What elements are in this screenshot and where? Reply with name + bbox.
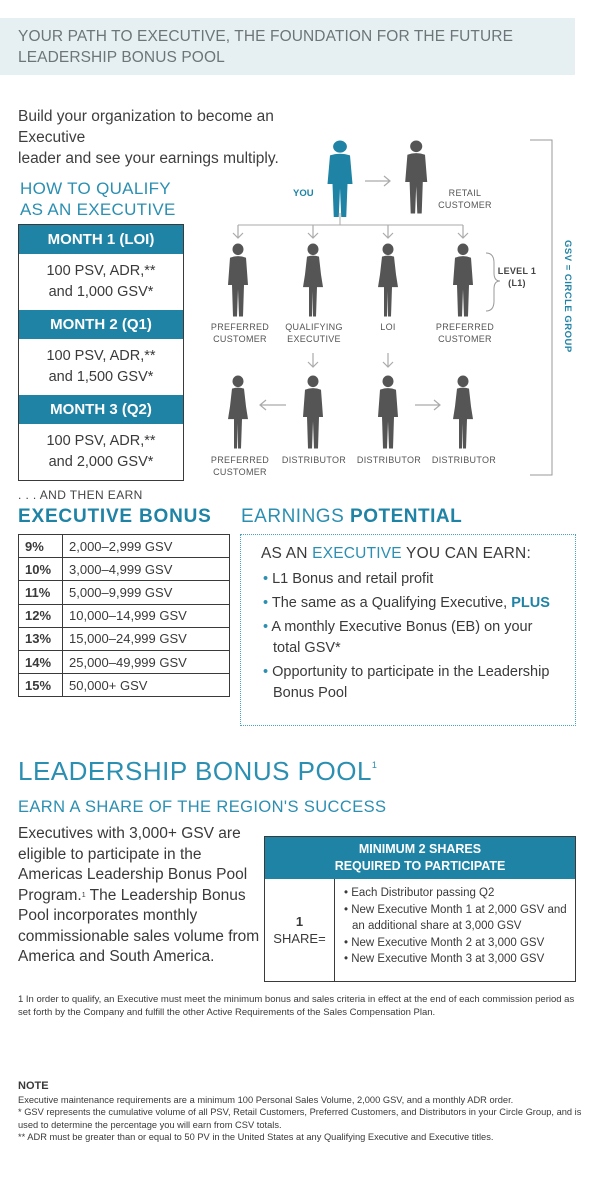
- loi-label: LOI: [380, 322, 396, 332]
- table-row: [19, 674, 230, 697]
- earnings-list: [261, 569, 561, 704]
- distributor-label-1: DISTRIBUTOR: [281, 455, 347, 465]
- preferred-customer-label-2: [428, 321, 502, 345]
- lbp-title-footnote-mark: 1: [371, 760, 378, 770]
- pref3-line-1: PREFERRED: [210, 455, 270, 465]
- earnings-subheading: [261, 545, 561, 563]
- organization-tree: [200, 135, 600, 485]
- bonus-percent: 14%: [19, 650, 63, 673]
- bonus-range: 50,000+ GSV: [63, 674, 230, 697]
- qualifying-executive-label: [278, 321, 350, 345]
- you-person-icon: [328, 141, 353, 217]
- bonus-percent: 12%: [19, 604, 63, 627]
- bonus-percent: 9%: [19, 535, 63, 558]
- share-label: SHARE=: [273, 931, 326, 946]
- qual-line-1: QUALIFYING: [285, 322, 343, 332]
- pref3-line-2: CUSTOMER: [213, 467, 267, 477]
- plus-emphasis: PLUS: [511, 595, 550, 611]
- retail-label-line-2: CUSTOMER: [438, 200, 492, 210]
- earnings-item2-text: The same as a Qualifying Executive,: [271, 595, 512, 611]
- level-1-line-2: (L1): [508, 278, 526, 288]
- tree-connectors: [200, 135, 600, 485]
- share-count: 1: [295, 914, 304, 929]
- month-3-requirements: [19, 424, 183, 480]
- pref1-line-2: CUSTOMER: [213, 334, 267, 344]
- earnings-heading-a: EARNINGS: [241, 506, 351, 527]
- earnings-heading-b: POTENTIAL: [350, 506, 463, 527]
- executive-bonus-heading: EXECUTIVE BONUS: [18, 506, 212, 527]
- bonus-percent: 10%: [19, 558, 63, 581]
- earnings-sub-b: EXECUTIVE: [312, 545, 402, 562]
- executive-bonus-table: [18, 534, 230, 697]
- bonus-percent: 15%: [19, 674, 63, 697]
- retail-customer-label: [425, 187, 505, 211]
- note-line-3: ** ADR must be greater than or equal to 50 PV in the United States at any Qualifying Executive and Executive titles.: [18, 1132, 494, 1143]
- then-earn-label: . . . AND THEN EARN: [18, 488, 143, 502]
- top-banner: [0, 18, 575, 75]
- bonus-range: 3,000–4,999 GSV: [63, 558, 230, 581]
- month-2-requirements: [19, 339, 183, 395]
- leadership-bonus-pool-title: [18, 756, 377, 787]
- month-1-header: MONTH 1 (LOI): [19, 225, 183, 254]
- qualify-months-box: [18, 224, 184, 481]
- leadership-bonus-pool-subtitle: EARN A SHARE OF THE REGION'S SUCCESS: [18, 798, 387, 816]
- month-3-line-1: 100 PSV, ADR,**: [46, 433, 156, 449]
- note-line-1: Executive maintenance requirements are a minimum 100 Personal Sales Volume, 2,000 GSV, and a monthly ADR order.: [18, 1095, 514, 1105]
- list-item: • A monthly Executive Bonus (EB) on your total GSV*: [261, 617, 561, 659]
- month-2-line-2: and 1,500 GSV*: [48, 369, 154, 385]
- earnings-sub-c: YOU CAN EARN:: [401, 545, 531, 562]
- footnote: 1 In order to qualify, an Executive must meet the minimum bonus and sales criteria in effect at the end of each commission period as set forth by the Company and fulfill the other Active Requirements of the Sales Compensation Plan.: [18, 994, 575, 1018]
- table-row: [19, 558, 230, 581]
- distributor-label-2: DISTRIBUTOR: [356, 455, 422, 465]
- level-1-label: [495, 265, 539, 289]
- bonus-percent: 11%: [19, 581, 63, 604]
- table-row: [19, 581, 230, 604]
- shares-header-line-2: REQUIRED TO PARTICIPATE: [334, 859, 506, 873]
- month-3-header: MONTH 3 (Q2): [19, 395, 183, 424]
- table-row: [19, 535, 230, 558]
- shares-box: [264, 836, 576, 982]
- pref2-line-2: CUSTOMER: [438, 334, 492, 344]
- month-3-line-2: and 2,000 GSV*: [48, 454, 154, 470]
- shares-header: [265, 837, 575, 879]
- note-line-2: * GSV represents the cumulative volume of all PSV, Retail Customers, Preferred Customers, and Distributors in your Circle Group, and is used to determine the percentage you will earn from CSV totals.: [18, 1107, 582, 1130]
- bonus-range: 25,000–49,999 GSV: [63, 650, 230, 673]
- bonus-range: 15,000–24,999 GSV: [63, 627, 230, 650]
- distributor-label-3: DISTRIBUTOR: [431, 455, 497, 465]
- intro-line-2: leader and see your earnings multiply.: [18, 150, 279, 167]
- earnings-potential-heading: [241, 506, 462, 528]
- list-item: • New Executive Month 3 at 3,000 GSV: [344, 953, 545, 965]
- earnings-potential-box: [240, 534, 576, 726]
- month-1-line-1: 100 PSV, ADR,**: [46, 263, 156, 279]
- list-item: [261, 593, 561, 614]
- qualify-heading-line-2: AS AN EXECUTIVE: [20, 200, 176, 219]
- month-2-line-1: 100 PSV, ADR,**: [46, 348, 156, 364]
- note-body: [18, 1094, 584, 1144]
- list-item: • Opportunity to participate in the Leadership Bonus Pool: [261, 662, 561, 704]
- qualify-heading: [20, 178, 176, 220]
- note-heading: NOTE: [18, 1080, 49, 1092]
- shares-header-line-1: MINIMUM 2 SHARES: [358, 842, 482, 856]
- qual-line-2: EXECUTIVE: [287, 334, 341, 344]
- qualify-heading-line-1: HOW TO QUALIFY: [20, 179, 171, 198]
- table-row: [19, 604, 230, 627]
- bonus-range: 2,000–2,999 GSV: [63, 535, 230, 558]
- banner-line-1: YOUR PATH TO EXECUTIVE, THE FOUNDATION FOR THE FUTURE: [18, 28, 514, 45]
- table-row: [19, 627, 230, 650]
- list-item: • Each Distributor passing Q2: [344, 887, 495, 899]
- list-item: • L1 Bonus and retail profit: [261, 569, 561, 590]
- lbp-body-footnote-mark: 1: [81, 891, 86, 899]
- leadership-bonus-pool-body: [18, 824, 262, 968]
- you-label: YOU: [293, 188, 314, 199]
- intro-line-1: Build your organization to become an Executive: [18, 108, 274, 146]
- bonus-range: 5,000–9,999 GSV: [63, 581, 230, 604]
- table-row: [19, 650, 230, 673]
- lbp-body-a: Executives with 3,000+ GSV are eligible to participate in the Americas Leadership Bonus Pool Program.: [18, 825, 248, 904]
- share-criteria-list: [343, 885, 571, 968]
- month-1-line-2: and 1,000 GSV*: [48, 284, 154, 300]
- preferred-customer-label-1: [204, 321, 276, 345]
- month-2-header: MONTH 2 (Q1): [19, 310, 183, 339]
- earnings-sub-a: AS AN: [261, 545, 313, 562]
- level-1-line-1: LEVEL 1: [497, 266, 537, 276]
- pref2-line-1: PREFERRED: [435, 322, 495, 332]
- lbp-title-text: LEADERSHIP BONUS POOL: [18, 756, 372, 786]
- bonus-range: 10,000–14,999 GSV: [63, 604, 230, 627]
- preferred-customer-label-3: [204, 454, 276, 478]
- list-item: • New Executive Month 2 at 3,000 GSV: [344, 936, 545, 949]
- list-item: • New Executive Month 1 at 2,000 GSV and an additional share at 3,000 GSV: [344, 903, 567, 932]
- gsv-circle-group-label: GSV = CIRCLE GROUP: [562, 240, 573, 353]
- month-1-requirements: [19, 254, 183, 310]
- pref1-line-1: PREFERRED: [210, 322, 270, 332]
- retail-label-line-1: RETAIL: [448, 188, 482, 198]
- bonus-percent: 13%: [19, 627, 63, 650]
- banner-line-2: LEADERSHIP BONUS POOL: [18, 49, 225, 66]
- share-definition: [265, 879, 335, 981]
- lbp-body-b: The Leadership Bonus Pool incorporates monthly commissionable sales volume from America and South America.: [18, 886, 260, 965]
